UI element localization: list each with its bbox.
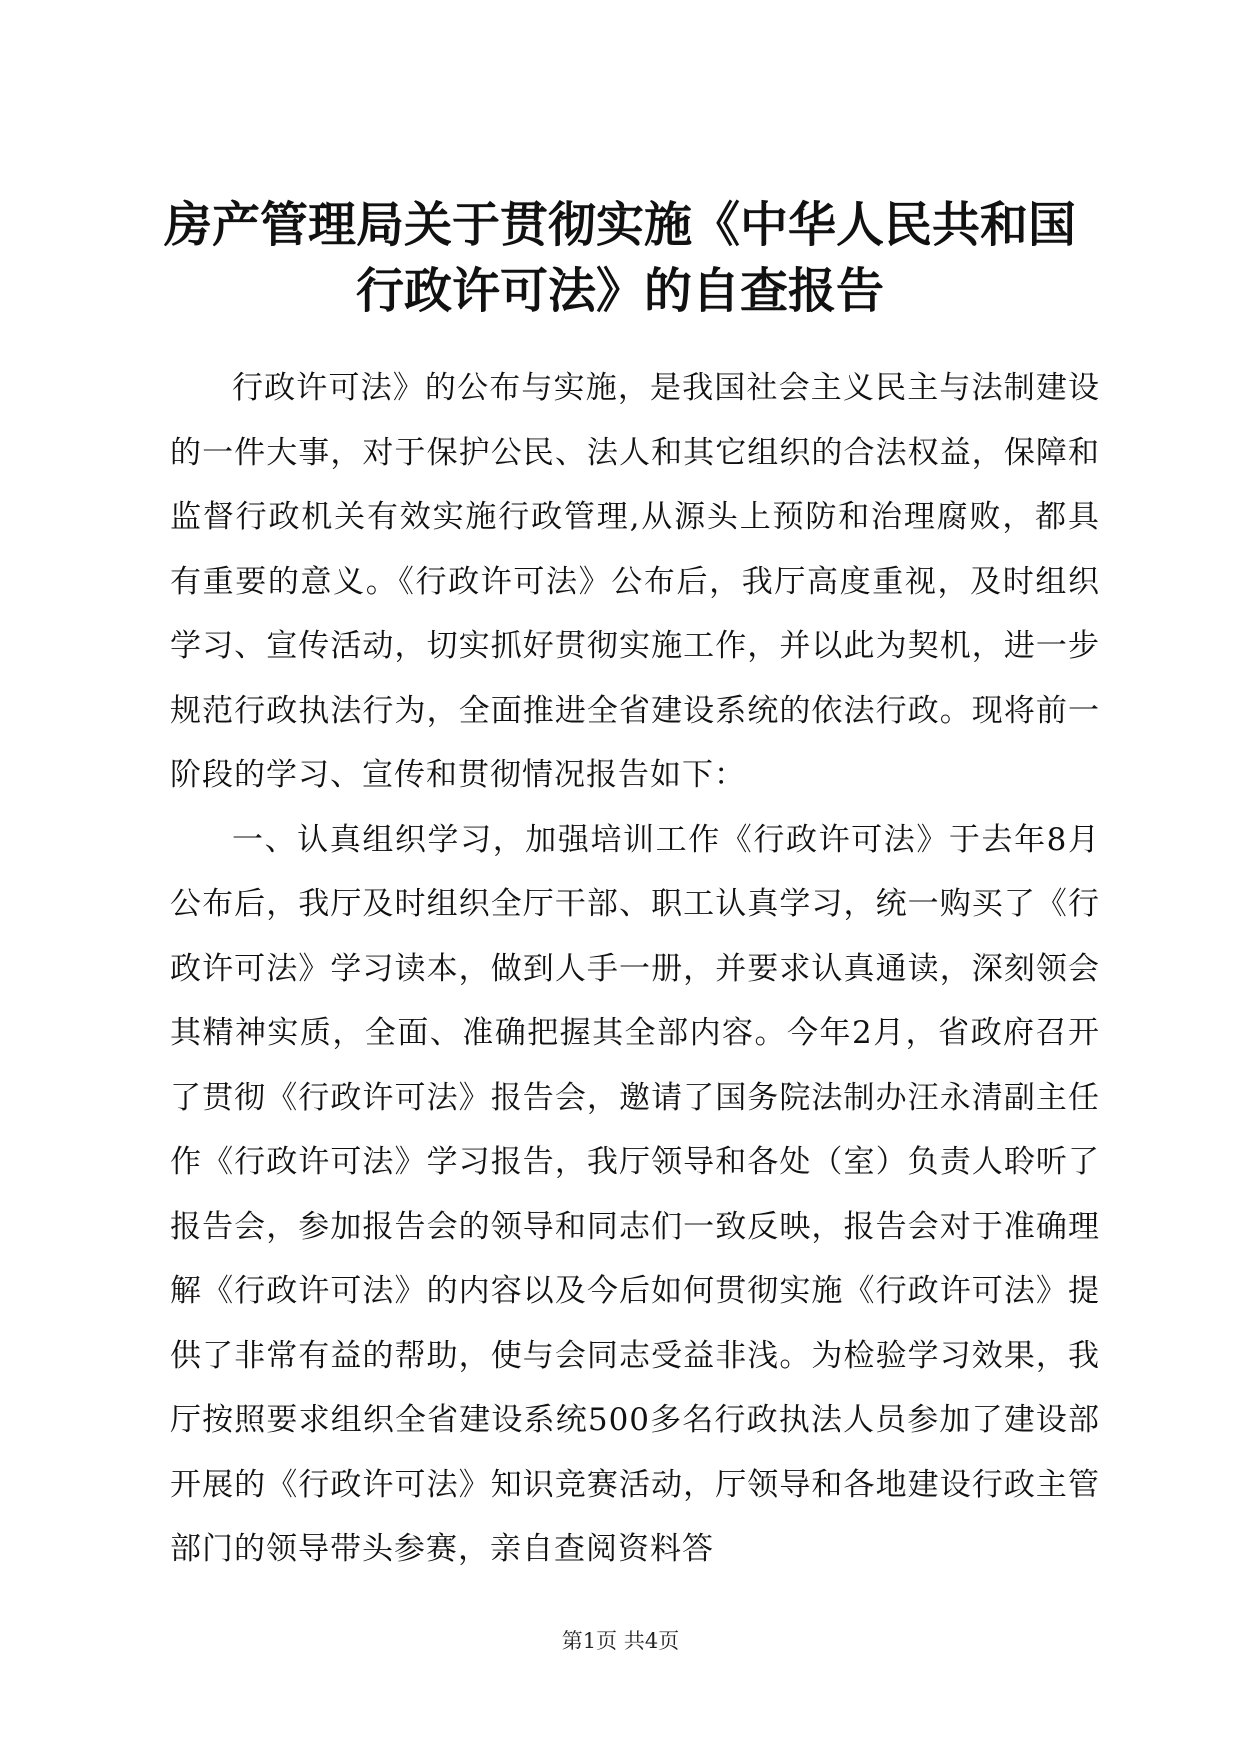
page-number-footer: 第1页 共4页 bbox=[561, 1629, 680, 1653]
paragraph: 行政许可法》的公布与实施，是我国社会主义民主与法制建设的一件大事，对于保护公民、法人和其它组织的合法权益，保障和监督行政机关有效实施行政管理,从源头上预防和治理腐败，都具有重要的意义。《行政许可法》公布后，我厅高度重视，及时组织学习、宣传活动，切实抓好贯彻实施工作，并以此为契机，进一步规范行政执法行为，全面推进全省建设系统的依法行政。现将前一阶段的学习、宣传和贯彻情况报告如下： bbox=[170, 370, 1100, 793]
document-title: 房产管理局关于贯彻实施《中华人民共和国行政许可法》的自查报告 bbox=[163, 197, 1076, 319]
paragraph: 一、认真组织学习，加强培训工作《行政许可法》于去年8月公布后，我厅及时组织全厅干部、职工认真学习，统一购买了《行政许可法》学习读本，做到人手一册，并要求认真通读，深刻领会其精神实质，全面、准确把握其全部内容。今年2月，省政府召开了贯彻《行政许可法》报告会，邀请了国务院法制办汪永清副主任作《行政许可法》学习报告，我厅领导和各处（室）负责人聆听了报告会，参加报告会的领导和同志们一致反映，报告会对于准确理解《行政许可法》的内容以及今后如何贯彻实施《行政许可法》提供了非常有益的帮助，使与会同志受益非浅。为检验学习效果，我厅按照要求组织全省建设系统500多名行政执法人员参加了建设部开展的《行政许可法》知识竞赛活动，厅领导和各地建设行政主管部门的领导带头参赛，亲自查阅资料答 bbox=[170, 821, 1100, 1567]
document-body bbox=[170, 356, 1100, 1582]
